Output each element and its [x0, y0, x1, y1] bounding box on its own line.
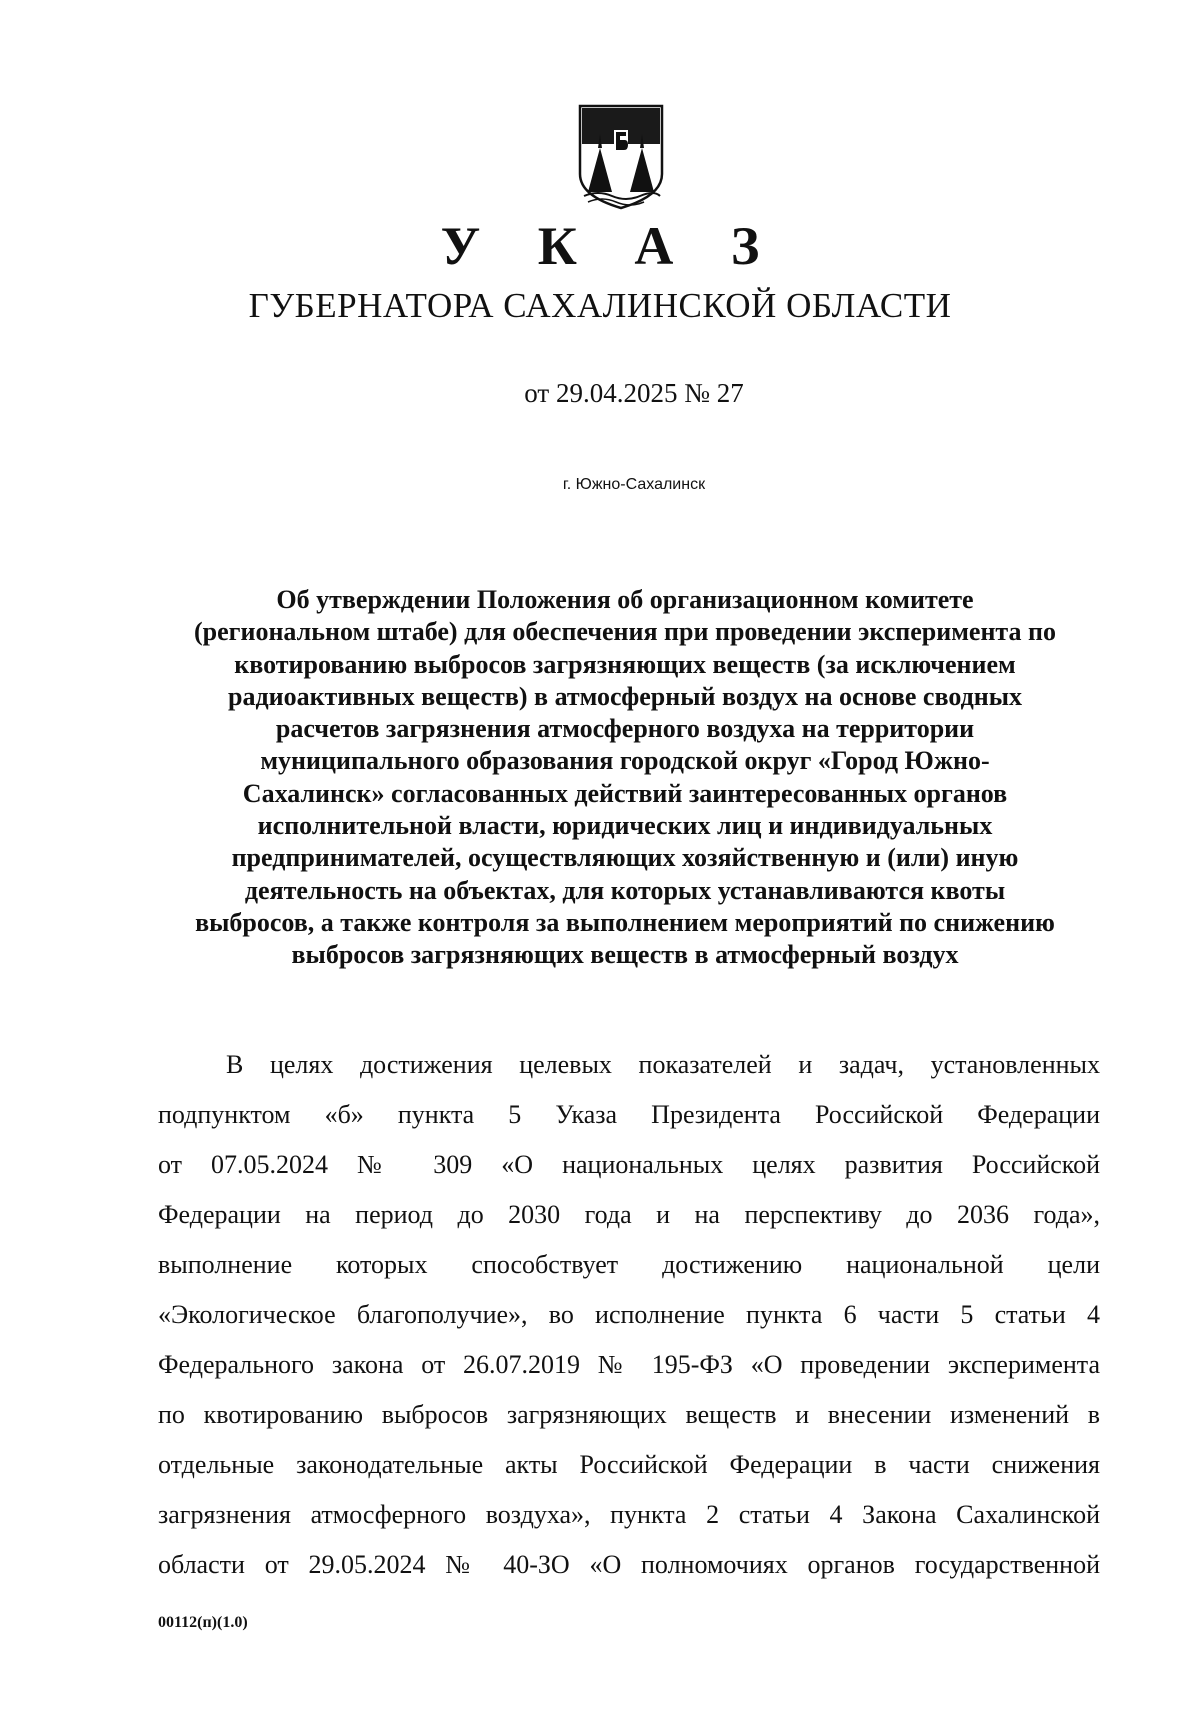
form-code: 00112(п)(1.0): [158, 1614, 248, 1631]
heading-line: выбросов, а также контроля за выполнением мероприятий по снижению: [195, 907, 1055, 937]
coat-of-arms-icon: [578, 104, 664, 210]
heading-line: исполнительной власти, юридических лиц и индивидуальных: [257, 811, 993, 841]
heading-line: муниципального образования городской округ «Город Южно-: [260, 746, 990, 776]
body-line: по квотированию выбросов загрязняющих веществ и внесении изменений в: [158, 1400, 1100, 1429]
decree-heading: [150, 584, 1100, 972]
body-line: отдельные законодательные акты Российской Федерации в части снижения: [158, 1450, 1100, 1479]
body-line: области от 29.05.2024 № 40-ЗО «О полномочиях органов государственной: [158, 1550, 1100, 1579]
document-subtitle: ГУБЕРНАТОРА САХАЛИНСКОЙ ОБЛАСТИ: [248, 286, 952, 325]
heading-line: выбросов загрязняющих веществ в атмосферный воздух: [291, 940, 959, 970]
heading-line: квотированию выбросов загрязняющих веществ (за исключением: [234, 649, 1016, 679]
body-line: В целях достижения целевых показателей и задач, установленных: [226, 1050, 1100, 1079]
body-line: подпунктом «б» пункта 5 Указа Президента Российской Федерации: [158, 1100, 1100, 1129]
heading-line: радиоактивных веществ) в атмосферный воздух на основе сводных: [227, 681, 1022, 711]
body-line: загрязнения атмосферного воздуха», пункта 2 статьи 4 Закона Сахалинской: [158, 1500, 1100, 1529]
body-line: «Экологическое благополучие», во исполнение пункта 6 части 5 статьи 4: [158, 1300, 1100, 1329]
document-title: У К А З: [440, 216, 782, 276]
body-line: Федерального закона от 26.07.2019 № 195-ФЗ «О проведении эксперимента: [158, 1350, 1100, 1379]
heading-line: (региональном штабе) для обеспечения при проведении эксперимента по: [194, 617, 1056, 647]
body-line: Федерации на период до 2030 года и на перспективу до 2036 года»,: [158, 1200, 1100, 1229]
body-line: выполнение которых способствует достижению национальной цели: [158, 1250, 1100, 1279]
body-line: от 07.05.2024 № 309 «О национальных целях развития Российской: [158, 1150, 1100, 1179]
heading-line: деятельность на объектах, для которых устанавливаются квоты: [244, 875, 1006, 905]
heading-line: предпринимателей, осуществляющих хозяйственную и (или) иную: [231, 843, 1019, 873]
heading-line: Сахалинск» согласованных действий заинтересованных органов: [242, 778, 1008, 808]
decree-body-paragraph: [158, 1040, 1100, 1590]
heading-line: Об утверждении Положения об организационном комитете: [276, 585, 974, 614]
heading-line: расчетов загрязнения атмосферного воздуха на территории: [275, 714, 975, 744]
issue-place: г. Южно-Сахалинск: [562, 476, 706, 493]
decree-date-number: от 29.04.2025 № 27: [524, 378, 744, 408]
